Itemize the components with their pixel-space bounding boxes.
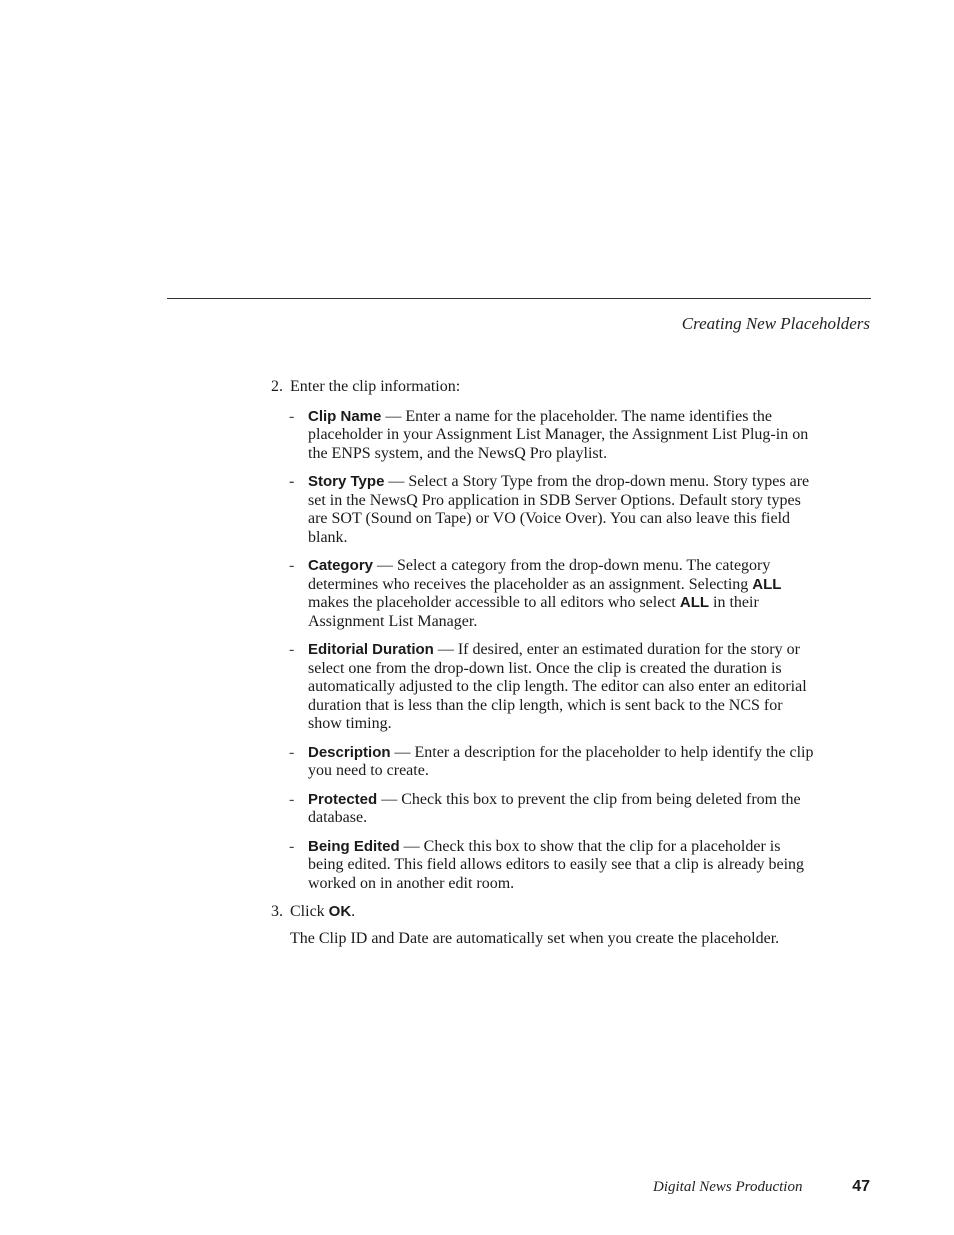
bullet-dash: -	[289, 641, 295, 658]
list-item-clip-name	[289, 408, 816, 464]
bullet-dash: -	[289, 790, 295, 808]
item-text: in their Assignment List Manager.	[308, 594, 759, 630]
keyword-ok: OK	[328, 903, 352, 920]
clip-field-list	[289, 408, 816, 894]
item-text: — Check this box to prevent the clip from being deleted from the database.	[308, 790, 801, 826]
keyword-all: ALL	[752, 575, 782, 593]
item-text: — Select a Story Type from the drop-down menu. Story types are set in the NewsQ Pro application in SDB Server Options. Default story types are SOT (Sound on Tape) or VO (Voice Over). You can also leave this field blank.	[308, 473, 810, 546]
list-item-story-type	[289, 473, 816, 547]
section-title: Creating New Placeholders	[681, 314, 870, 333]
item-body	[308, 473, 816, 547]
list-item-being-edited	[289, 838, 816, 894]
item-term: Protected	[308, 790, 378, 808]
footer-title: Digital News Production	[653, 1179, 803, 1195]
list-item-category	[289, 557, 816, 631]
bullet-dash: -	[289, 557, 295, 574]
step-2	[271, 378, 816, 397]
item-text: — If desired, enter an estimated duration for the story or select one from the drop-down list. Once the clip is created the duration is automatically adjusted to the clip length. The editor can also enter an editorial duration that is less than the clip length, which is sent back to the NCS for show timing.	[308, 641, 807, 732]
item-term: Editorial Duration	[308, 641, 434, 658]
step-3	[271, 903, 816, 922]
item-body	[308, 408, 816, 464]
item-text: — Select a category from the drop-down menu. The category determines who receives the placeholder as an assignment. Selecting	[308, 557, 771, 593]
item-body	[308, 744, 816, 781]
item-body	[308, 838, 816, 894]
list-item-editorial-duration	[289, 641, 816, 734]
header-rule	[167, 298, 871, 299]
item-body	[308, 557, 816, 631]
step-3-note: The Clip ID and Date are automatically set when you create the placeholder.	[290, 929, 780, 947]
bullet-dash: -	[289, 473, 295, 490]
item-term: Story Type	[308, 473, 385, 490]
step-text-suffix: .	[351, 903, 356, 920]
bullet-dash: -	[289, 407, 295, 425]
keyword-all: ALL	[679, 594, 710, 611]
item-term: Description	[308, 743, 391, 761]
item-term: Category	[308, 557, 374, 574]
step-number: 3.	[271, 903, 283, 920]
bullet-dash: -	[289, 743, 295, 761]
step-text: Enter the clip information:	[290, 378, 461, 395]
item-text: — Enter a name for the placeholder. The name identifies the placeholder in your Assignment List Manager, the Assignment List Plug-in on the ENPS system, and the NewsQ Pro playlist.	[308, 407, 809, 462]
item-term: Being Edited	[308, 837, 400, 855]
item-body	[308, 791, 816, 828]
item-text: makes the placeholder accessible to all editors who select	[308, 594, 680, 611]
step-text-prefix: Click	[290, 903, 329, 920]
bullet-dash: -	[289, 837, 295, 855]
main-content	[271, 378, 816, 948]
item-text: — Check this box to show that the clip for a placeholder is being edited. This field allows editors to easily see that a clip is already being worked on in another edit room.	[308, 837, 805, 892]
page-number: 47	[852, 1178, 870, 1195]
step-number: 2.	[271, 378, 283, 395]
item-term: Clip Name	[308, 407, 382, 425]
item-text: — Enter a description for the placeholder to help identify the clip you need to create.	[308, 743, 814, 779]
item-body	[308, 641, 816, 734]
list-item-description	[289, 744, 816, 781]
list-item-protected	[289, 791, 816, 828]
step-text	[290, 903, 816, 922]
